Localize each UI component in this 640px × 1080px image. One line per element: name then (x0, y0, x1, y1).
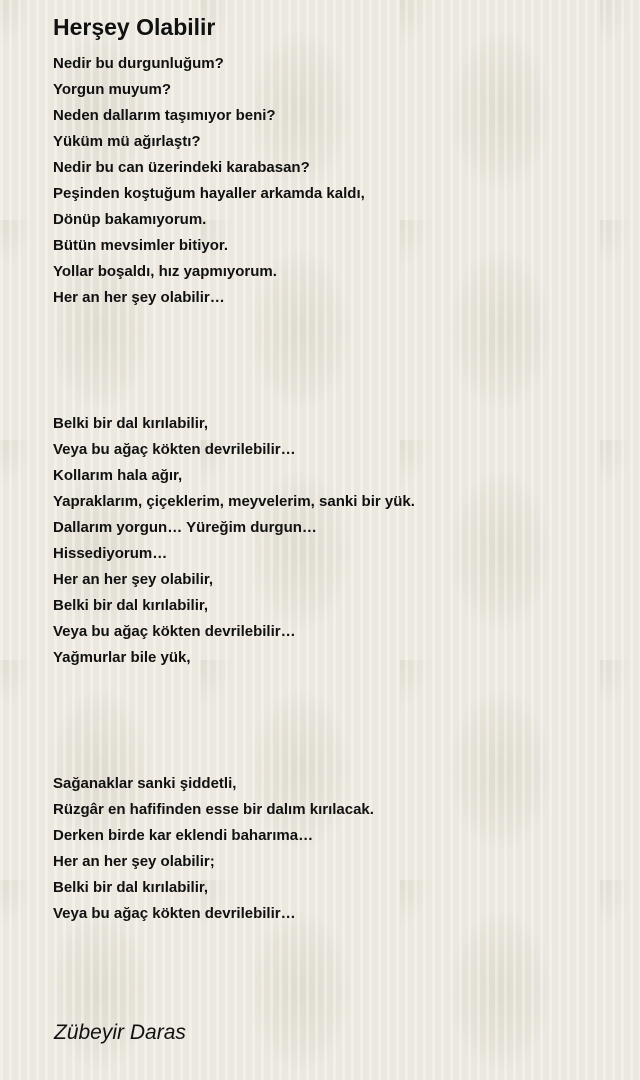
poem-line: Peşinden koştuğum hayaller arkamda kaldı, (53, 185, 365, 202)
poem-line: Belki bir dal kırılabilir, (53, 597, 209, 614)
stanza-2 (53, 411, 415, 671)
poem-line: Her an her şey olabilir; (53, 853, 215, 870)
poem-line: Nedir bu can üzerindeki karabasan? (53, 159, 310, 176)
poem-line: Yollar boşaldı, hız yapmıyorum. (53, 263, 277, 280)
poem-author: Zübeyir Daras (54, 1021, 186, 1044)
poem-line: Her an her şey olabilir, (53, 571, 214, 588)
poem-line: Belki bir dal kırılabilir, (53, 879, 209, 896)
poem-line: Belki bir dal kırılabilir, (53, 415, 209, 432)
poem-line: Hissediyorum… (53, 545, 168, 562)
stanza-3 (53, 771, 374, 927)
poem-line: Yapraklarım, çiçeklerim, meyvelerim, sanki bir yük. (53, 493, 415, 510)
poem-line: Yüküm mü ağırlaştı? (53, 133, 201, 150)
poem-line: Her an her şey olabilir… (53, 289, 225, 306)
poem-line: Yağmurlar bile yük, (53, 649, 191, 666)
poem-line: Nedir bu durgunluğum? (53, 55, 224, 72)
poem-line: Veya bu ağaç kökten devrilebilir… (53, 441, 296, 458)
poem-line: Dallarım yorgun… Yüreğim durgun… (53, 519, 317, 536)
poem-title: Herşey Olabilir (53, 14, 216, 40)
stanza-1 (53, 51, 365, 311)
poem-line: Bütün mevsimler bitiyor. (53, 237, 229, 254)
poem-line: Kollarım hala ağır, (53, 467, 183, 484)
poem-line: Yorgun muyum? (53, 81, 172, 98)
poem-line: Veya bu ağaç kökten devrilebilir… (53, 623, 296, 640)
poem-line: Veya bu ağaç kökten devrilebilir… (53, 905, 296, 922)
poem-line: Dönüp bakamıyorum. (53, 211, 207, 228)
poem-line: Sağanaklar sanki şiddetli, (53, 775, 237, 792)
poem-line: Rüzgâr en hafifinden esse bir dalım kırılacak. (53, 801, 374, 818)
poem-line: Derken birde kar eklendi baharıma… (53, 827, 314, 844)
poem-line: Neden dallarım taşımıyor beni? (53, 107, 276, 124)
